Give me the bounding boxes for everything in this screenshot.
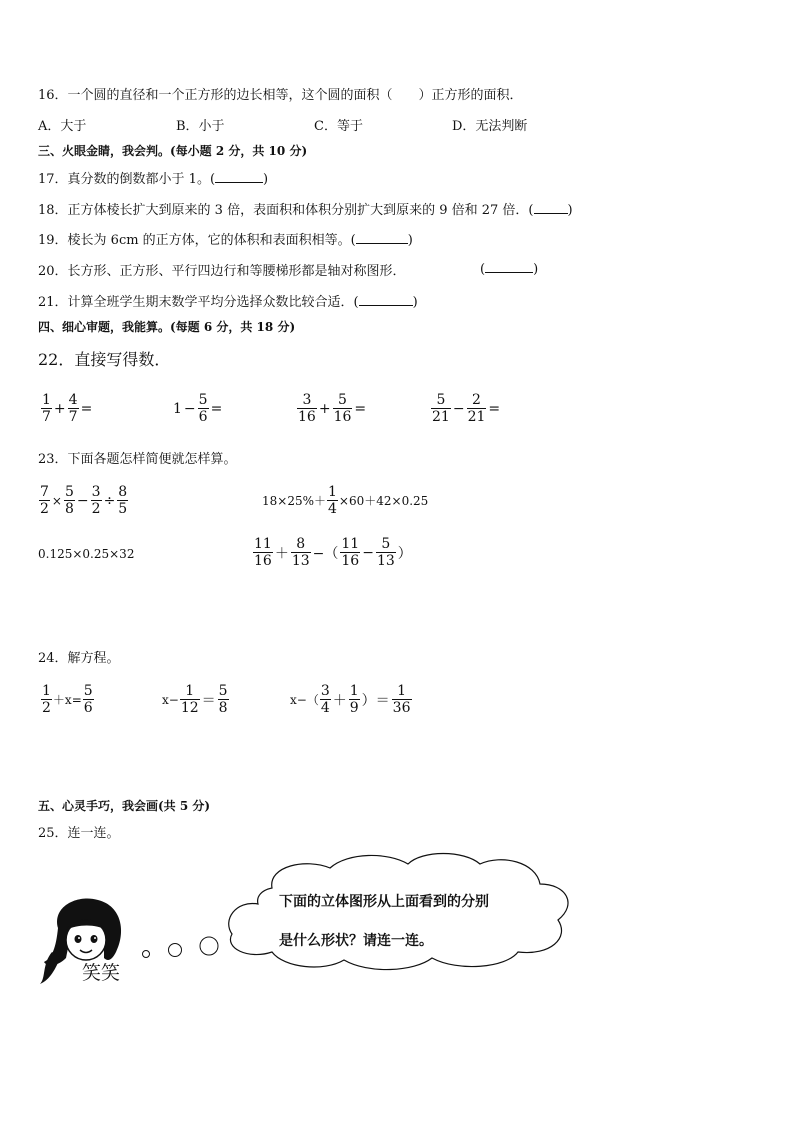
denominator: 21	[432, 409, 450, 425]
math-symbol: ＝	[201, 692, 216, 709]
q18	[38, 199, 573, 218]
denominator: 5	[118, 501, 128, 517]
denominator: 2	[91, 501, 101, 517]
q17-close: )	[263, 172, 269, 187]
numerator: 5	[381, 536, 391, 552]
numerator: 5	[338, 392, 347, 408]
q19-answer-blank[interactable]	[356, 231, 408, 244]
section3-title: 三、火眼金睛，我会判。(每小题 2 分，共 10 分)	[38, 144, 308, 158]
math-symbol: ）＝	[361, 692, 390, 709]
q18-text: 18．正方体棱长扩大到原来的 3 倍，表面积和体积分别扩大到原来的 9 倍和 27 倍．(	[38, 203, 534, 218]
fraction	[333, 392, 353, 425]
math-symbol: −	[183, 400, 196, 417]
q19-text: 19．棱长为 6cm 的正方体，它的体积和表面积相等。(	[38, 233, 356, 248]
numerator: 5	[218, 683, 228, 699]
denominator: 16	[333, 409, 352, 425]
math-symbol: =	[488, 400, 501, 417]
denominator: 7	[68, 409, 78, 425]
math-symbol: =	[354, 400, 367, 417]
q17-answer-blank[interactable]	[215, 170, 263, 183]
fraction	[349, 683, 360, 716]
math-symbol: ÷	[103, 492, 116, 509]
math-symbol: x−	[162, 692, 179, 707]
fraction	[180, 683, 200, 716]
math-symbol: ＋	[274, 545, 289, 562]
thought-dots	[138, 932, 222, 962]
q24-eq-1	[40, 683, 95, 716]
section5-title: 五、心灵手巧，我会画(共 5 分)	[38, 799, 211, 813]
numerator: 1	[349, 683, 359, 699]
denominator: 2	[42, 700, 51, 716]
numerator: 4	[68, 392, 78, 408]
fraction	[41, 392, 52, 425]
q25-title: 25．连一连。	[38, 826, 120, 841]
numerator: 8	[118, 484, 128, 500]
numerator: 3	[91, 484, 101, 500]
q23-expr-1	[38, 484, 129, 517]
fraction	[392, 683, 412, 716]
denominator: 4	[328, 501, 337, 517]
fraction	[297, 392, 317, 425]
q21-close: )	[412, 295, 418, 310]
q16-option-b[interactable]: B．小于	[176, 119, 225, 134]
q16-option-d[interactable]: D．无法判断	[452, 119, 528, 134]
q16-option-a[interactable]: A．大于	[38, 119, 87, 134]
q19	[38, 229, 413, 248]
fraction	[39, 484, 50, 517]
numerator: 11	[254, 536, 272, 552]
math-symbol: −（	[312, 545, 339, 562]
denominator: 6	[83, 700, 93, 716]
denominator: 12	[180, 700, 199, 716]
q20-close: )	[533, 262, 539, 277]
q22-expr-3	[296, 392, 367, 425]
math-symbol: +	[53, 400, 66, 417]
fraction	[83, 683, 94, 716]
math-symbol: =	[210, 400, 223, 417]
numerator: 5	[83, 683, 93, 699]
q22-title: 22．直接写得数．	[38, 350, 171, 369]
fraction	[320, 683, 331, 716]
math-symbol: ×	[51, 493, 62, 508]
math-symbol: x−（	[290, 693, 319, 707]
q23-expr-3: 0.125×0.25×32	[38, 547, 135, 561]
q21-answer-blank[interactable]	[359, 293, 413, 306]
denominator: 4	[320, 700, 330, 716]
fraction	[253, 536, 273, 569]
fraction	[64, 484, 75, 517]
q18-answer-blank[interactable]	[534, 201, 568, 214]
denominator: 9	[349, 700, 359, 716]
math-symbol: ＋	[332, 692, 347, 709]
fraction	[340, 536, 360, 569]
denominator: 16	[254, 553, 272, 569]
q24-eq-2	[162, 683, 230, 716]
denominator: 6	[198, 409, 208, 425]
bubble-line-1: 下面的立体图形从上面看到的分别	[279, 894, 489, 910]
q21	[38, 291, 418, 310]
math-symbol: −	[452, 400, 465, 417]
denominator: 36	[392, 700, 411, 716]
fraction	[431, 392, 451, 425]
numerator: 1	[42, 392, 51, 408]
numerator: 2	[472, 392, 481, 408]
numerator: 8	[296, 536, 306, 552]
numerator: 1	[328, 484, 337, 500]
numerator: 5	[436, 392, 446, 408]
q17	[38, 168, 268, 187]
math-symbol: 18×25%＋	[262, 494, 326, 508]
q24-eq-3	[290, 683, 413, 716]
character-name-label: 笑笑	[82, 962, 121, 984]
bubble-line-2: 是什么形状？请连一连。	[279, 933, 433, 949]
q17-text: 17．真分数的倒数都小于 1。(	[38, 172, 216, 187]
numerator: 5	[198, 392, 208, 408]
q20-text: 20．长方形、正方形、平行四边行和等腰梯形都是轴对称图形．	[38, 264, 406, 279]
numerator: 11	[341, 536, 360, 552]
math-symbol: −	[362, 544, 374, 561]
fraction	[467, 392, 487, 425]
numerator: 1	[185, 683, 195, 699]
numerator: 1	[397, 683, 407, 699]
denominator: 13	[291, 553, 310, 569]
q19-close: )	[407, 233, 413, 248]
math-symbol: +	[318, 400, 331, 417]
math-symbol: ×60＋42×0.25	[338, 494, 429, 508]
fraction	[91, 484, 102, 517]
denominator: 21	[467, 409, 486, 425]
fraction	[376, 536, 396, 569]
q24-title: 24．解方程。	[38, 651, 120, 666]
denominator: 13	[376, 553, 395, 569]
math-symbol: ）	[397, 545, 412, 562]
q16-option-c[interactable]: C．等于	[314, 119, 363, 134]
q20-answer	[480, 260, 538, 277]
q20-open: (	[480, 262, 486, 277]
numerator: 5	[64, 484, 74, 500]
numerator: 3	[320, 683, 330, 699]
denominator: 16	[341, 553, 360, 569]
denominator: 8	[218, 700, 228, 716]
math-symbol: 1	[173, 400, 182, 417]
denominator: 16	[298, 409, 316, 425]
denominator: 8	[64, 501, 74, 517]
q20-answer-blank[interactable]	[485, 260, 533, 273]
numerator: 7	[40, 484, 49, 500]
fraction	[198, 392, 209, 425]
q18-close: )	[567, 203, 573, 218]
speech-cloud	[218, 848, 586, 974]
math-symbol: ＋x=	[52, 693, 82, 707]
q22-expr-2	[172, 392, 223, 425]
fraction	[117, 484, 128, 517]
q23-title: 23．下面各题怎样简便就怎样算。	[38, 452, 237, 467]
q23-expr-2	[262, 484, 428, 517]
fraction	[327, 484, 338, 517]
q22-expr-4	[430, 392, 501, 425]
q21-text: 21．计算全班学生期末数学平均分选择众数比较合适．(	[38, 295, 359, 310]
denominator: 7	[42, 409, 51, 425]
fraction	[218, 683, 229, 716]
q16-text: 16．一个圆的直径和一个正方形的边长相等，这个圆的面积（ ）正方形的面积．	[38, 88, 523, 103]
numerator: 3	[302, 392, 312, 408]
q22-expr-1	[40, 392, 93, 425]
section4-title: 四、细心审题，我能算。(每题 6 分，共 18 分)	[38, 320, 296, 334]
fraction	[291, 536, 311, 569]
q23-expr-4	[252, 536, 413, 569]
denominator: 2	[40, 501, 49, 517]
fraction	[41, 683, 52, 716]
numerator: 1	[42, 683, 51, 699]
math-symbol: =	[80, 400, 93, 417]
fraction	[68, 392, 79, 425]
math-symbol: −	[76, 492, 89, 509]
